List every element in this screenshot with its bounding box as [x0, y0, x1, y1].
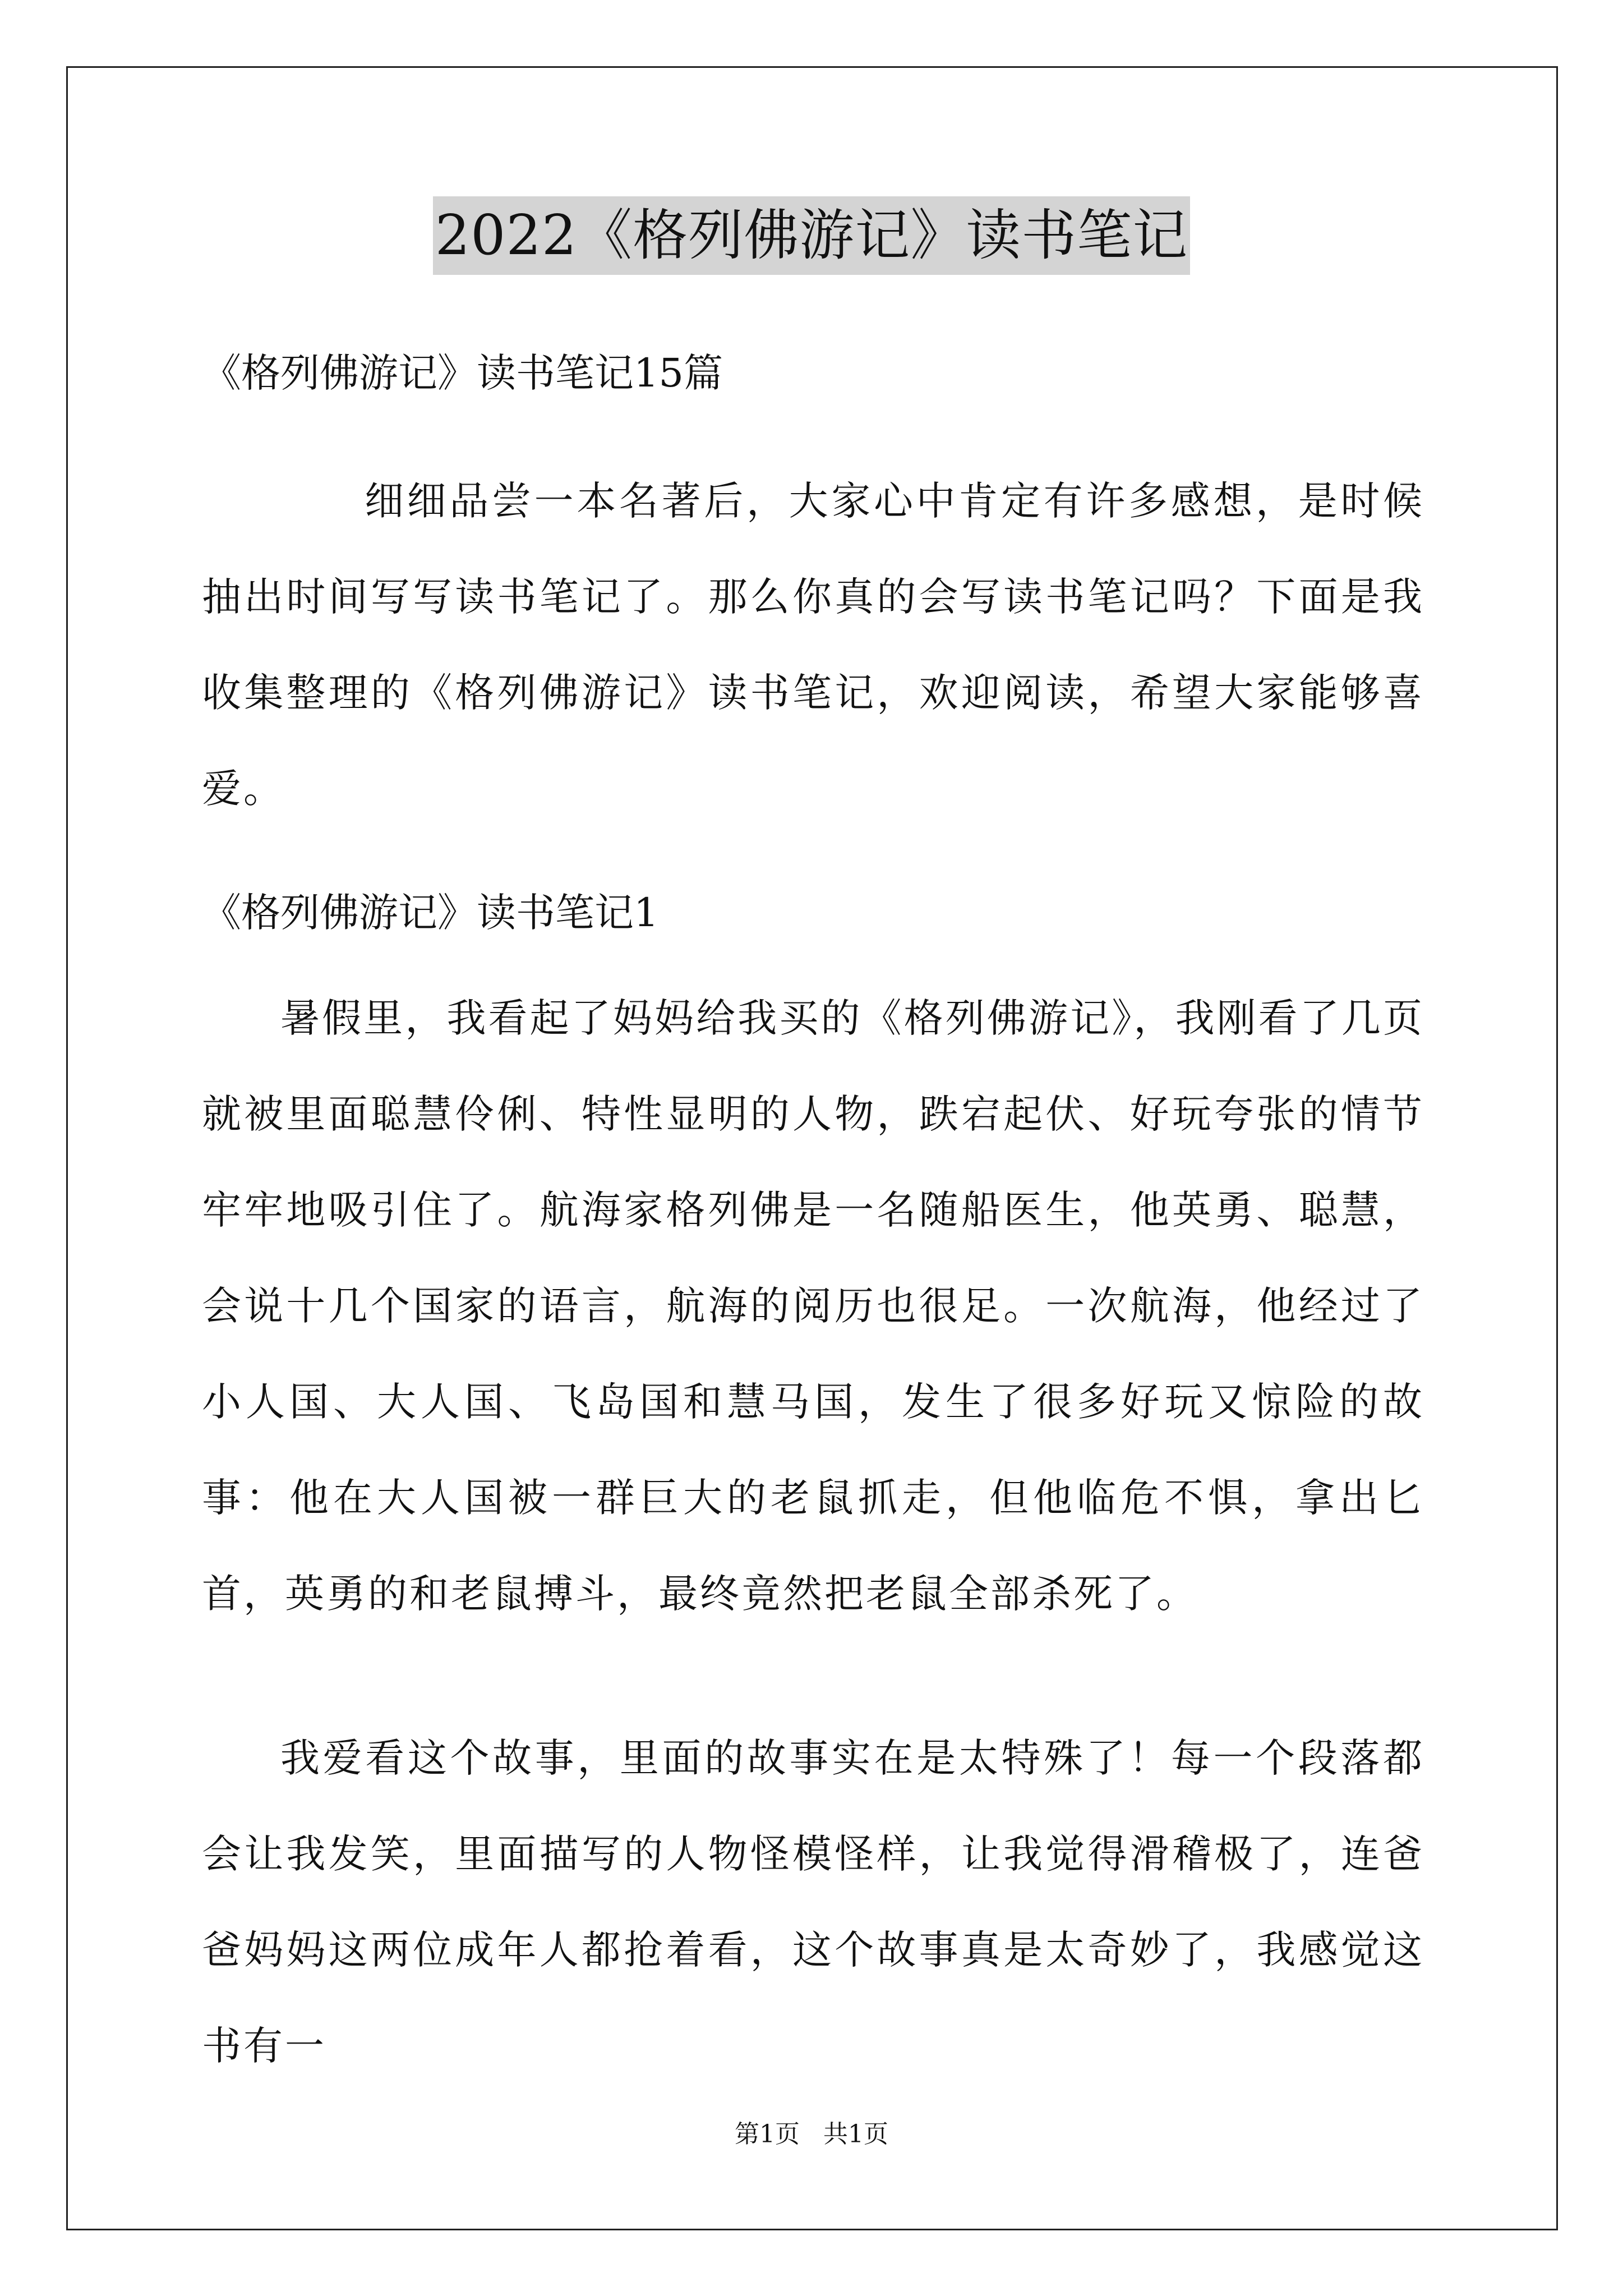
document-title: 2022《格列佛游记》读书笔记: [433, 196, 1190, 275]
body-paragraph: 暑假里，我看起了妈妈给我买的《格列佛游记》，我刚看了几页就被里面聪慧伶俐、特性显明的人物，跌宕起伏、好玩夸张的情节牢牢地吸引住了。航海家格列佛是一名随船医生，他英勇、聪慧，会说十几个国家的语言，航海的阅历也很足。一次航海，他经过了小人国、大人国、飞岛国和慧马国，发生了很多好玩又惊险的故事：他在大人国被一群巨大的老鼠抓走，但他临危不惧，拿出匕首，英勇的和老鼠搏斗，最终竟然把老鼠全部杀死了。: [202, 995, 1424, 1617]
section-heading: 《格列佛游记》读书笔记1: [202, 890, 659, 936]
intro-paragraph: 细细品尝一本名著后，大家心中肯定有许多感想，是时候抽出时间写写读书笔记了。那么你真的会写读书笔记吗？下面是我收集整理的《格列佛游记》读书笔记，欢迎阅读，希望大家能够喜爱。: [202, 478, 1424, 812]
document-subtitle: 《格列佛游记》读书笔记15篇: [202, 350, 723, 396]
body-paragraph: 我爱看这个故事，里面的故事实在是太特殊了！每一个段落都会让我发笑，里面描写的人物怪模怪样，让我觉得滑稽极了，连爸爸妈妈这两位成年人都抢着看，这个故事真是太奇妙了，我感觉这书有一: [202, 1735, 1424, 2069]
page-footer: 第1页 共1页: [735, 2120, 888, 2148]
title-container: [0, 196, 1623, 275]
